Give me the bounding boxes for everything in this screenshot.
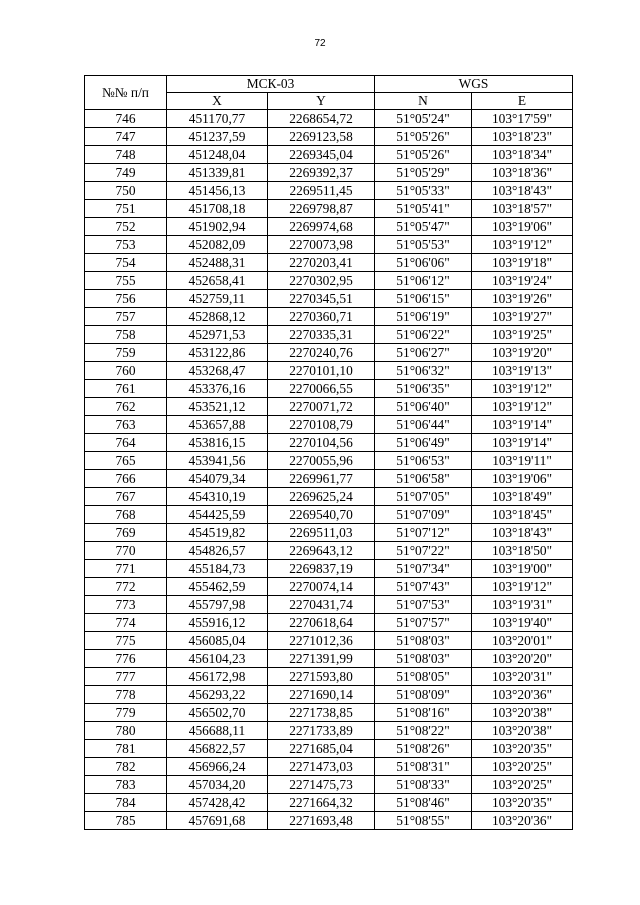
cell-e: 103°19'00" xyxy=(472,560,573,578)
cell-y: 2269625,24 xyxy=(268,488,375,506)
table-body xyxy=(85,110,573,830)
cell-x: 452868,12 xyxy=(167,308,268,326)
table-row xyxy=(85,794,573,812)
table-row xyxy=(85,182,573,200)
table-row xyxy=(85,506,573,524)
table-row xyxy=(85,344,573,362)
cell-n: 51°06'49" xyxy=(375,434,472,452)
cell-y: 2271593,80 xyxy=(268,668,375,686)
cell-e: 103°19'26" xyxy=(472,290,573,308)
cell-x: 456822,57 xyxy=(167,740,268,758)
cell-x: 451170,77 xyxy=(167,110,268,128)
header-wgs: WGS xyxy=(375,76,573,93)
cell-point-number: 783 xyxy=(85,776,167,794)
cell-x: 452658,41 xyxy=(167,272,268,290)
cell-e: 103°19'14" xyxy=(472,434,573,452)
cell-e: 103°20'38" xyxy=(472,704,573,722)
cell-point-number: 765 xyxy=(85,452,167,470)
cell-e: 103°19'12" xyxy=(472,380,573,398)
table-row xyxy=(85,668,573,686)
cell-x: 456502,70 xyxy=(167,704,268,722)
cell-x: 456293,22 xyxy=(167,686,268,704)
cell-x: 453941,56 xyxy=(167,452,268,470)
cell-e: 103°19'13" xyxy=(472,362,573,380)
cell-point-number: 768 xyxy=(85,506,167,524)
table-row xyxy=(85,614,573,632)
cell-n: 51°05'29" xyxy=(375,164,472,182)
cell-e: 103°20'36" xyxy=(472,686,573,704)
cell-y: 2270431,74 xyxy=(268,596,375,614)
cell-x: 454519,82 xyxy=(167,524,268,542)
table-row xyxy=(85,416,573,434)
cell-y: 2270066,55 xyxy=(268,380,375,398)
cell-n: 51°06'15" xyxy=(375,290,472,308)
cell-e: 103°19'06" xyxy=(472,218,573,236)
cell-n: 51°08'33" xyxy=(375,776,472,794)
header-row-groups xyxy=(85,76,573,93)
cell-e: 103°20'20" xyxy=(472,650,573,668)
cell-e: 103°19'31" xyxy=(472,596,573,614)
cell-n: 51°07'09" xyxy=(375,506,472,524)
cell-y: 2269540,70 xyxy=(268,506,375,524)
cell-n: 51°07'43" xyxy=(375,578,472,596)
cell-point-number: 766 xyxy=(85,470,167,488)
cell-x: 455184,73 xyxy=(167,560,268,578)
cell-y: 2269643,12 xyxy=(268,542,375,560)
cell-e: 103°18'23" xyxy=(472,128,573,146)
cell-point-number: 772 xyxy=(85,578,167,596)
cell-y: 2271391,99 xyxy=(268,650,375,668)
cell-n: 51°06'58" xyxy=(375,470,472,488)
cell-x: 453816,15 xyxy=(167,434,268,452)
cell-e: 103°20'35" xyxy=(472,794,573,812)
table-row xyxy=(85,704,573,722)
cell-y: 2270108,79 xyxy=(268,416,375,434)
cell-y: 2271475,73 xyxy=(268,776,375,794)
table-row xyxy=(85,812,573,830)
cell-point-number: 781 xyxy=(85,740,167,758)
cell-point-number: 761 xyxy=(85,380,167,398)
cell-n: 51°07'05" xyxy=(375,488,472,506)
cell-n: 51°07'53" xyxy=(375,596,472,614)
cell-point-number: 756 xyxy=(85,290,167,308)
cell-x: 451237,59 xyxy=(167,128,268,146)
cell-n: 51°05'24" xyxy=(375,110,472,128)
cell-e: 103°17'59" xyxy=(472,110,573,128)
cell-y: 2269961,77 xyxy=(268,470,375,488)
cell-y: 2270302,95 xyxy=(268,272,375,290)
cell-y: 2269837,19 xyxy=(268,560,375,578)
cell-n: 51°08'03" xyxy=(375,632,472,650)
cell-e: 103°18'34" xyxy=(472,146,573,164)
table-row xyxy=(85,200,573,218)
cell-n: 51°05'47" xyxy=(375,218,472,236)
cell-e: 103°19'40" xyxy=(472,614,573,632)
cell-point-number: 753 xyxy=(85,236,167,254)
table-row xyxy=(85,110,573,128)
cell-x: 451456,13 xyxy=(167,182,268,200)
cell-n: 51°06'27" xyxy=(375,344,472,362)
cell-point-number: 784 xyxy=(85,794,167,812)
cell-point-number: 779 xyxy=(85,704,167,722)
cell-e: 103°18'43" xyxy=(472,524,573,542)
cell-point-number: 748 xyxy=(85,146,167,164)
cell-point-number: 780 xyxy=(85,722,167,740)
cell-e: 103°18'57" xyxy=(472,200,573,218)
cell-point-number: 755 xyxy=(85,272,167,290)
cell-y: 2269392,37 xyxy=(268,164,375,182)
cell-y: 2268654,72 xyxy=(268,110,375,128)
cell-e: 103°18'45" xyxy=(472,506,573,524)
table-row xyxy=(85,722,573,740)
table-row xyxy=(85,398,573,416)
cell-e: 103°19'14" xyxy=(472,416,573,434)
cell-y: 2270203,41 xyxy=(268,254,375,272)
cell-x: 456172,98 xyxy=(167,668,268,686)
cell-x: 454425,59 xyxy=(167,506,268,524)
cell-point-number: 754 xyxy=(85,254,167,272)
table-row xyxy=(85,542,573,560)
table-row xyxy=(85,470,573,488)
cell-y: 2271738,85 xyxy=(268,704,375,722)
cell-y: 2270618,64 xyxy=(268,614,375,632)
cell-e: 103°20'35" xyxy=(472,740,573,758)
table-row xyxy=(85,488,573,506)
cell-n: 51°07'57" xyxy=(375,614,472,632)
cell-point-number: 762 xyxy=(85,398,167,416)
table-row xyxy=(85,380,573,398)
cell-point-number: 775 xyxy=(85,632,167,650)
cell-x: 451708,18 xyxy=(167,200,268,218)
cell-point-number: 785 xyxy=(85,812,167,830)
header-x: X xyxy=(167,93,268,110)
table-row xyxy=(85,686,573,704)
cell-n: 51°08'03" xyxy=(375,650,472,668)
table-row xyxy=(85,290,573,308)
cell-n: 51°06'06" xyxy=(375,254,472,272)
cell-point-number: 778 xyxy=(85,686,167,704)
cell-point-number: 769 xyxy=(85,524,167,542)
cell-point-number: 767 xyxy=(85,488,167,506)
cell-x: 456085,04 xyxy=(167,632,268,650)
cell-n: 51°05'41" xyxy=(375,200,472,218)
cell-point-number: 751 xyxy=(85,200,167,218)
cell-e: 103°19'11" xyxy=(472,452,573,470)
cell-n: 51°07'12" xyxy=(375,524,472,542)
cell-y: 2270074,14 xyxy=(268,578,375,596)
cell-x: 451339,81 xyxy=(167,164,268,182)
cell-n: 51°06'44" xyxy=(375,416,472,434)
cell-x: 452488,31 xyxy=(167,254,268,272)
table-row xyxy=(85,524,573,542)
cell-y: 2270335,31 xyxy=(268,326,375,344)
header-e: E xyxy=(472,93,573,110)
cell-n: 51°05'53" xyxy=(375,236,472,254)
cell-point-number: 758 xyxy=(85,326,167,344)
page-number: 72 xyxy=(314,38,326,49)
table-row xyxy=(85,236,573,254)
cell-x: 455916,12 xyxy=(167,614,268,632)
table-row xyxy=(85,434,573,452)
cell-x: 453268,47 xyxy=(167,362,268,380)
cell-e: 103°20'36" xyxy=(472,812,573,830)
cell-n: 51°07'22" xyxy=(375,542,472,560)
cell-y: 2270055,96 xyxy=(268,452,375,470)
cell-n: 51°06'32" xyxy=(375,362,472,380)
cell-n: 51°07'34" xyxy=(375,560,472,578)
cell-x: 453521,12 xyxy=(167,398,268,416)
table-row xyxy=(85,308,573,326)
cell-x: 453657,88 xyxy=(167,416,268,434)
table-row xyxy=(85,272,573,290)
table-row xyxy=(85,578,573,596)
cell-e: 103°20'25" xyxy=(472,776,573,794)
table-row xyxy=(85,128,573,146)
cell-point-number: 782 xyxy=(85,758,167,776)
cell-n: 51°06'40" xyxy=(375,398,472,416)
cell-y: 2269123,58 xyxy=(268,128,375,146)
cell-e: 103°19'25" xyxy=(472,326,573,344)
cell-y: 2269511,03 xyxy=(268,524,375,542)
cell-y: 2269974,68 xyxy=(268,218,375,236)
cell-y: 2271664,32 xyxy=(268,794,375,812)
cell-n: 51°06'35" xyxy=(375,380,472,398)
cell-n: 51°08'31" xyxy=(375,758,472,776)
cell-y: 2270073,98 xyxy=(268,236,375,254)
cell-point-number: 760 xyxy=(85,362,167,380)
cell-n: 51°06'53" xyxy=(375,452,472,470)
table-row xyxy=(85,740,573,758)
table-row xyxy=(85,362,573,380)
table-row xyxy=(85,218,573,236)
cell-x: 452971,53 xyxy=(167,326,268,344)
cell-x: 457034,20 xyxy=(167,776,268,794)
cell-y: 2271690,14 xyxy=(268,686,375,704)
cell-y: 2270104,56 xyxy=(268,434,375,452)
cell-e: 103°20'38" xyxy=(472,722,573,740)
cell-point-number: 759 xyxy=(85,344,167,362)
cell-n: 51°08'55" xyxy=(375,812,472,830)
cell-point-number: 764 xyxy=(85,434,167,452)
cell-x: 452759,11 xyxy=(167,290,268,308)
cell-y: 2269345,04 xyxy=(268,146,375,164)
cell-y: 2269511,45 xyxy=(268,182,375,200)
cell-e: 103°19'12" xyxy=(472,236,573,254)
cell-point-number: 750 xyxy=(85,182,167,200)
cell-n: 51°06'22" xyxy=(375,326,472,344)
cell-y: 2271693,48 xyxy=(268,812,375,830)
cell-x: 454826,57 xyxy=(167,542,268,560)
cell-e: 103°18'49" xyxy=(472,488,573,506)
header-msk03: МСК-03 xyxy=(167,76,375,93)
cell-e: 103°20'31" xyxy=(472,668,573,686)
cell-x: 457691,68 xyxy=(167,812,268,830)
cell-n: 51°05'26" xyxy=(375,146,472,164)
table-row xyxy=(85,164,573,182)
cell-y: 2270101,10 xyxy=(268,362,375,380)
cell-point-number: 773 xyxy=(85,596,167,614)
cell-point-number: 771 xyxy=(85,560,167,578)
table-row xyxy=(85,452,573,470)
cell-n: 51°08'26" xyxy=(375,740,472,758)
cell-n: 51°05'26" xyxy=(375,128,472,146)
cell-x: 454079,34 xyxy=(167,470,268,488)
cell-y: 2271473,03 xyxy=(268,758,375,776)
header-n: N xyxy=(375,93,472,110)
cell-x: 455797,98 xyxy=(167,596,268,614)
table-row xyxy=(85,632,573,650)
cell-y: 2270240,76 xyxy=(268,344,375,362)
table-row xyxy=(85,650,573,668)
cell-e: 103°19'24" xyxy=(472,272,573,290)
header-y: Y xyxy=(268,93,375,110)
cell-point-number: 763 xyxy=(85,416,167,434)
cell-e: 103°20'01" xyxy=(472,632,573,650)
table-row xyxy=(85,776,573,794)
cell-n: 51°08'22" xyxy=(375,722,472,740)
cell-e: 103°19'20" xyxy=(472,344,573,362)
cell-x: 453376,16 xyxy=(167,380,268,398)
cell-y: 2270345,51 xyxy=(268,290,375,308)
header-point-number: №№ п/п xyxy=(85,76,167,110)
table-header xyxy=(85,76,573,110)
cell-point-number: 747 xyxy=(85,128,167,146)
table-row xyxy=(85,254,573,272)
cell-e: 103°19'06" xyxy=(472,470,573,488)
cell-x: 457428,42 xyxy=(167,794,268,812)
cell-point-number: 752 xyxy=(85,218,167,236)
cell-e: 103°18'43" xyxy=(472,182,573,200)
cell-n: 51°06'12" xyxy=(375,272,472,290)
cell-e: 103°18'36" xyxy=(472,164,573,182)
cell-n: 51°05'33" xyxy=(375,182,472,200)
table-row xyxy=(85,596,573,614)
cell-x: 451902,94 xyxy=(167,218,268,236)
cell-point-number: 777 xyxy=(85,668,167,686)
cell-point-number: 776 xyxy=(85,650,167,668)
cell-x: 456688,11 xyxy=(167,722,268,740)
cell-point-number: 746 xyxy=(85,110,167,128)
cell-y: 2270360,71 xyxy=(268,308,375,326)
table-row xyxy=(85,326,573,344)
cell-y: 2270071,72 xyxy=(268,398,375,416)
cell-point-number: 770 xyxy=(85,542,167,560)
cell-y: 2271733,89 xyxy=(268,722,375,740)
cell-n: 51°08'16" xyxy=(375,704,472,722)
cell-x: 456966,24 xyxy=(167,758,268,776)
cell-x: 455462,59 xyxy=(167,578,268,596)
cell-y: 2271012,36 xyxy=(268,632,375,650)
table-row xyxy=(85,560,573,578)
cell-n: 51°08'46" xyxy=(375,794,472,812)
cell-point-number: 774 xyxy=(85,614,167,632)
cell-e: 103°19'18" xyxy=(472,254,573,272)
cell-n: 51°08'09" xyxy=(375,686,472,704)
cell-x: 451248,04 xyxy=(167,146,268,164)
cell-n: 51°08'05" xyxy=(375,668,472,686)
cell-e: 103°19'12" xyxy=(472,398,573,416)
cell-x: 453122,86 xyxy=(167,344,268,362)
cell-e: 103°19'12" xyxy=(472,578,573,596)
cell-x: 454310,19 xyxy=(167,488,268,506)
cell-x: 456104,23 xyxy=(167,650,268,668)
cell-n: 51°06'19" xyxy=(375,308,472,326)
cell-e: 103°19'27" xyxy=(472,308,573,326)
table-row xyxy=(85,758,573,776)
coordinates-table xyxy=(84,75,573,830)
cell-e: 103°20'25" xyxy=(472,758,573,776)
cell-x: 452082,09 xyxy=(167,236,268,254)
cell-point-number: 749 xyxy=(85,164,167,182)
cell-e: 103°18'50" xyxy=(472,542,573,560)
cell-y: 2271685,04 xyxy=(268,740,375,758)
cell-point-number: 757 xyxy=(85,308,167,326)
cell-y: 2269798,87 xyxy=(268,200,375,218)
table-row xyxy=(85,146,573,164)
